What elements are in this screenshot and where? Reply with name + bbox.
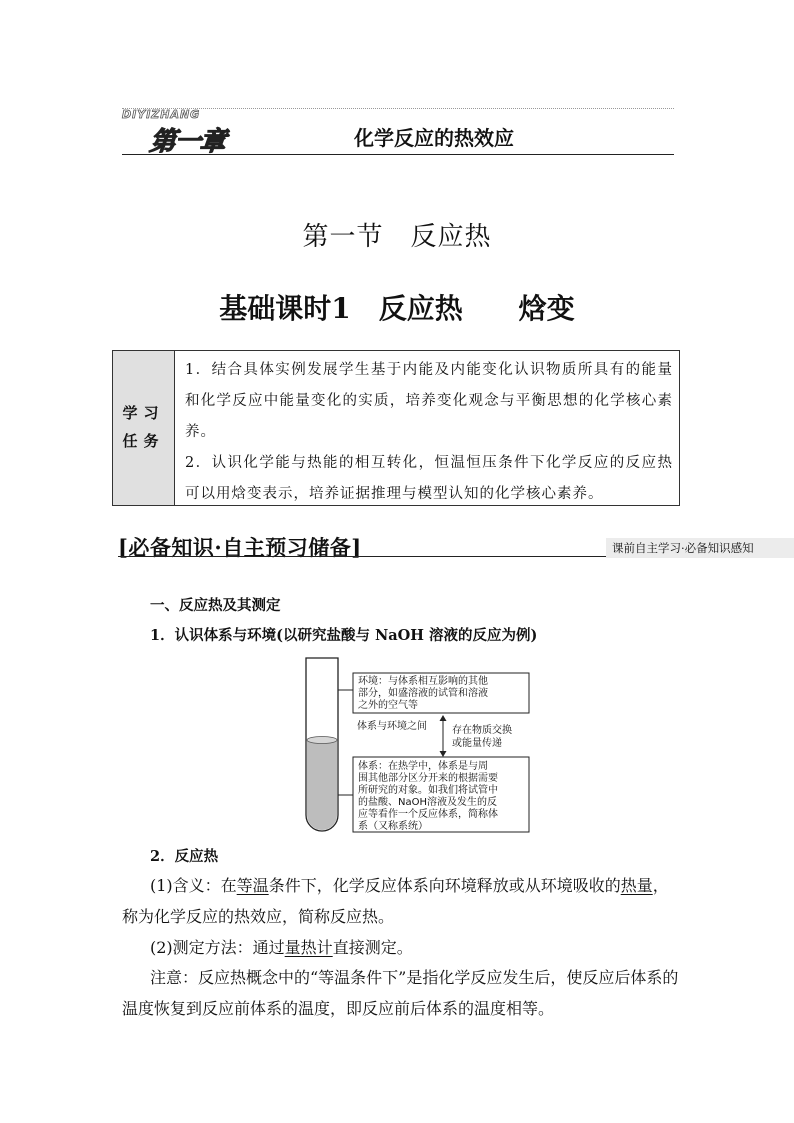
sys-line3: 所研究的对象。如我们将试管中 (358, 785, 498, 796)
between-label: 体系与环境之间 (357, 721, 427, 732)
section-banner-tag: 课前自主学习·必备知识感知 (606, 538, 794, 558)
learning-task-body (185, 355, 673, 510)
def-underline-heat: 热量 (620, 876, 653, 895)
method-underline-calorimeter: 量热计 (284, 938, 333, 957)
def-text-c: ，称为化学反应的热效应，简称反应热。 (122, 876, 669, 926)
exchange-arrow-up (440, 715, 447, 721)
paragraph-method (122, 932, 682, 963)
def-text-b: 条件下，化学反应体系向环境释放或从环境吸收的 (268, 876, 621, 895)
chapter-title: 化学反应的热效应 (354, 126, 514, 150)
exchange-line1: 存在物质交换 (452, 725, 512, 736)
learning-task-item-2: 2．认识化学能与热能的相互转化，恒温恒压条件下化学反应的反应热可以用焓变表示，培养证据推理与模型认知的化学核心素养。 (185, 455, 673, 502)
sys-line1: 体系：在热学中，体系是与周 (358, 761, 488, 772)
learning-task-label-line1: 学习 (122, 404, 165, 422)
header-rule (122, 154, 674, 155)
section-banner-title: [必备知识·自主预习储备] (118, 535, 362, 560)
lesson-title: 基础课时1 反应热 焓变 (219, 292, 575, 325)
sys-line2: 围其他部分区分开来的根据需要 (358, 773, 498, 784)
section-title: 第一节 反应热 (302, 222, 492, 252)
env-line1: 环境：与体系相互影响的其他 (358, 676, 488, 687)
test-tube-solution (307, 740, 337, 830)
system-environment-diagram (300, 655, 540, 835)
header-dotted-rule (122, 108, 674, 109)
exchange-arrow-down (440, 751, 447, 757)
sys-line4: 的盐酸、NaOH溶液及发生的反 (358, 797, 497, 808)
solution-surface (307, 737, 337, 744)
learning-task-item-1: 1．结合具体实例发展学生基于内能及内能变化认识物质所具有的能量和化学反应中能量变化的实质，培养变化观念与平衡思想的化学核心素养。 (185, 362, 673, 440)
method-text-b: 直接测定。 (332, 938, 413, 957)
def-underline-isothermal: 等温 (236, 876, 269, 895)
learning-task-label-line2: 任务 (122, 432, 165, 450)
heading-reaction-heat: 2．反应热 (150, 848, 219, 865)
exchange-line2: 或能量传递 (452, 738, 502, 749)
env-line3: 之外的空气等 (358, 700, 418, 711)
learning-task-table (112, 350, 680, 506)
paragraph-note: 注意：反应热概念中的“等温条件下”是指化学反应发生后，使反应后体系的温度恢复到反应前体系的温度，即反应前后体系的温度相等。 (122, 968, 679, 1018)
sys-line6: 系（又称系统） (358, 821, 428, 832)
learning-task-label (113, 351, 175, 505)
env-line2: 部分，如盛溶液的试管和溶液 (358, 688, 488, 699)
paragraph-definition (122, 870, 682, 932)
chapter-badge: 第一章 (148, 127, 227, 157)
method-text-a: (2)测定方法：通过 (150, 938, 285, 957)
def-text-a: (1)含义：在 (150, 876, 237, 895)
heading-reaction-heat-measurement: 一、反应热及其测定 (150, 597, 281, 614)
sys-line5: 应等看作一个反应体系，简称体 (358, 809, 498, 820)
chapter-pinyin: DIYIZHANG (122, 108, 201, 121)
heading-system-environment: 1．认识体系与环境(以研究盐酸与 NaOH 溶液的反应为例) (150, 627, 538, 644)
